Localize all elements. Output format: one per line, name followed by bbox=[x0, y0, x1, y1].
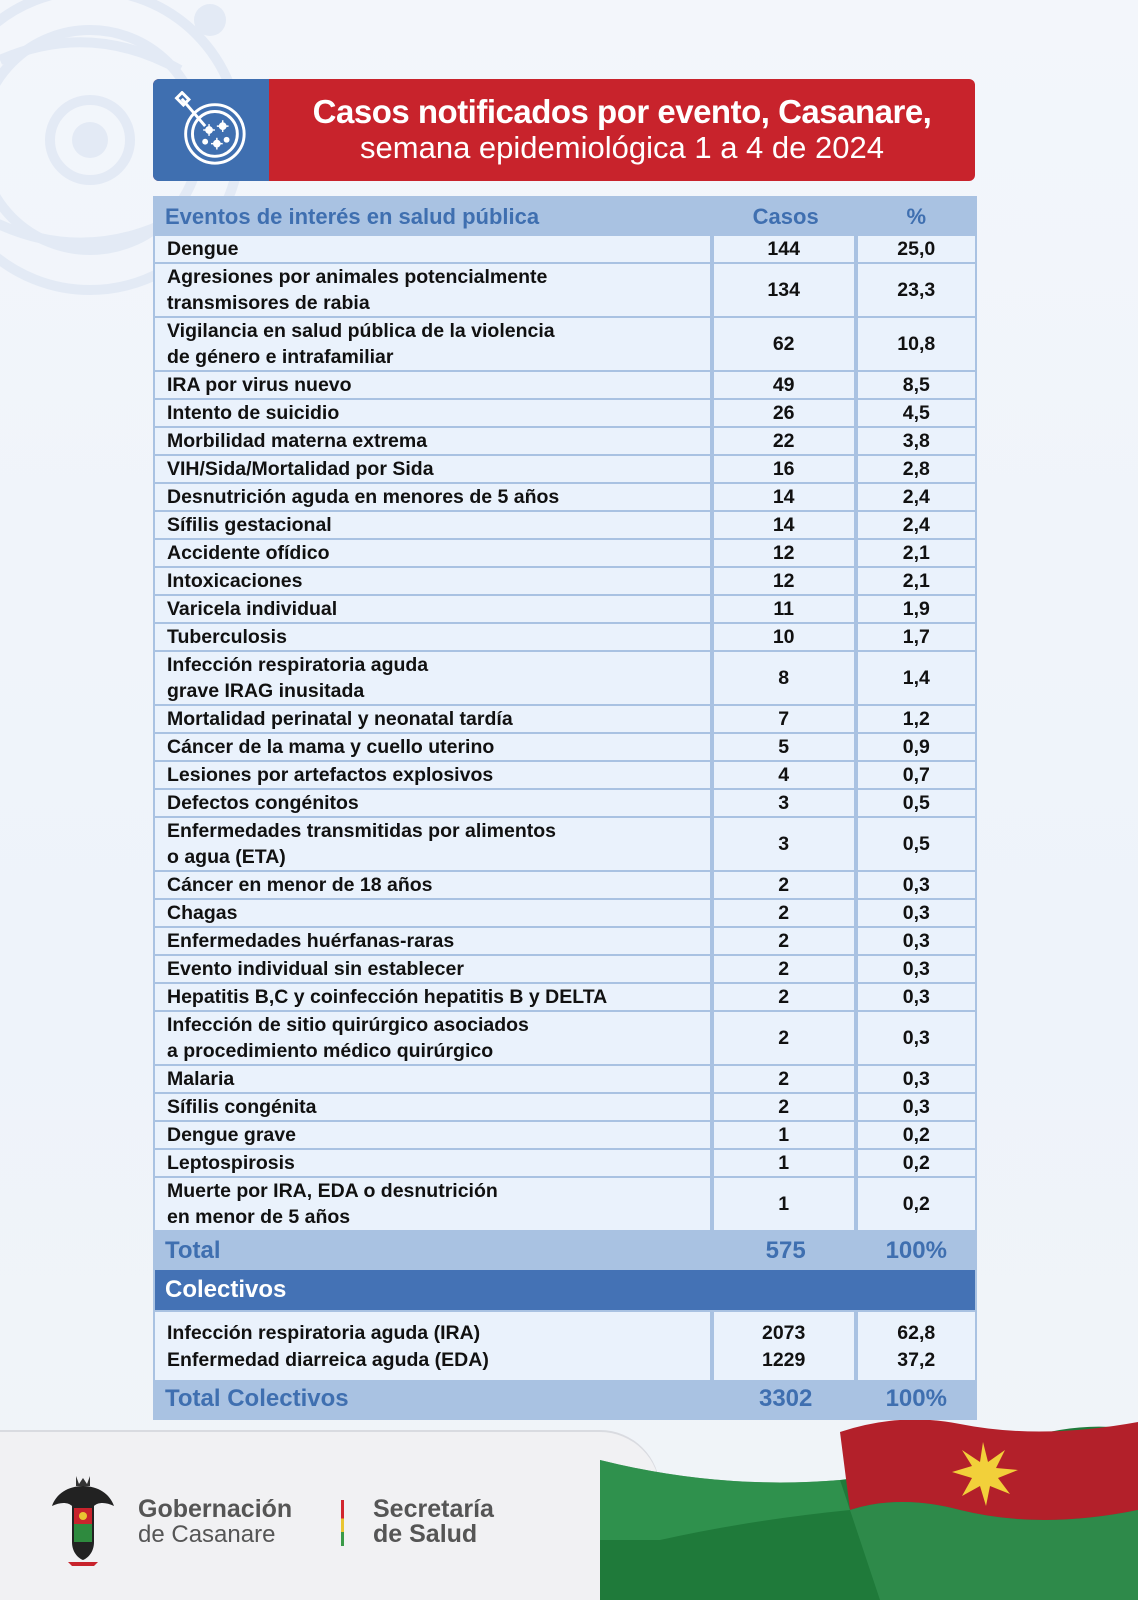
table-row bbox=[155, 734, 975, 762]
table-row bbox=[155, 956, 975, 984]
event-name bbox=[155, 372, 714, 400]
event-percent: 2,4 bbox=[858, 484, 975, 512]
event-cases: 2 bbox=[714, 900, 858, 928]
event-name bbox=[155, 872, 714, 900]
event-percent: 0,3 bbox=[858, 900, 975, 928]
title-line-1: Casos notificados por evento, Casanare, bbox=[312, 93, 932, 130]
event-percent: 0,3 bbox=[858, 984, 975, 1012]
event-percent: 0,3 bbox=[858, 956, 975, 984]
event-cases: 26 bbox=[714, 400, 858, 428]
table-row bbox=[155, 456, 975, 484]
event-cases: 12 bbox=[714, 540, 858, 568]
event-percent: 0,2 bbox=[858, 1150, 975, 1178]
event-name-line-1: Cáncer en menor de 18 años bbox=[167, 874, 433, 896]
table-row bbox=[155, 484, 975, 512]
table-row bbox=[155, 400, 975, 428]
event-name-line-1: Defectos congénitos bbox=[167, 792, 359, 814]
event-name-line-1: Vigilancia en salud pública de la violencia bbox=[167, 320, 555, 342]
event-percent: 2,8 bbox=[858, 456, 975, 484]
event-name-line-1: Tuberculosis bbox=[167, 626, 287, 648]
event-cases: 1 bbox=[714, 1178, 858, 1232]
event-name-line-2: de género e intrafamiliar bbox=[167, 346, 394, 368]
event-cases: 22 bbox=[714, 428, 858, 456]
event-percent: 1,4 bbox=[858, 652, 975, 706]
table-row bbox=[155, 706, 975, 734]
column-header-event: Eventos de interés en salud pública bbox=[155, 198, 714, 236]
event-name-line-1: Morbilidad materna extrema bbox=[167, 430, 428, 452]
event-name-line-1: Desnutrición aguda en menores de 5 años bbox=[167, 486, 560, 508]
event-name bbox=[155, 484, 714, 512]
event-percent: 0,3 bbox=[858, 1066, 975, 1094]
table-row bbox=[155, 872, 975, 900]
event-cases: 1 bbox=[714, 1150, 858, 1178]
event-cases: 3 bbox=[714, 790, 858, 818]
event-name bbox=[155, 1122, 714, 1150]
event-cases: 2 bbox=[714, 1094, 858, 1122]
event-name-line-1: Hepatitis B,C y coinfección hepatitis B y DELTA bbox=[167, 986, 608, 1008]
table-header-row bbox=[155, 198, 975, 236]
event-name bbox=[155, 1150, 714, 1178]
event-name-line-1: Evento individual sin establecer bbox=[167, 958, 464, 980]
event-name-line-2: a procedimiento médico quirúrgico bbox=[167, 1040, 494, 1062]
event-percent: 0,3 bbox=[858, 1012, 975, 1066]
event-name bbox=[155, 928, 714, 956]
event-name-line-2: grave IRAG inusitada bbox=[167, 680, 365, 702]
table-row bbox=[155, 984, 975, 1012]
event-cases: 12 bbox=[714, 568, 858, 596]
table-row bbox=[155, 1122, 975, 1150]
table-row bbox=[155, 236, 975, 264]
event-cases: 144 bbox=[714, 236, 858, 264]
total-colectivos-percent: 100% bbox=[858, 1380, 975, 1418]
colectivos-cases bbox=[714, 1312, 858, 1380]
table-row bbox=[155, 264, 975, 318]
event-cases: 1 bbox=[714, 1122, 858, 1150]
event-percent: 3,8 bbox=[858, 428, 975, 456]
event-name-line-2: en menor de 5 años bbox=[167, 1206, 351, 1228]
table-row bbox=[155, 568, 975, 596]
logo-separator bbox=[341, 1500, 344, 1546]
column-header-percent: % bbox=[858, 198, 975, 236]
event-name bbox=[155, 318, 714, 372]
event-cases: 134 bbox=[714, 264, 858, 318]
event-name bbox=[155, 1094, 714, 1122]
colectivo-label: Enfermedad diarreica aguda (EDA) bbox=[167, 1349, 489, 1371]
event-cases: 2 bbox=[714, 984, 858, 1012]
event-name-line-1: Chagas bbox=[167, 902, 238, 924]
event-percent: 2,4 bbox=[858, 512, 975, 540]
event-name bbox=[155, 624, 714, 652]
table-row bbox=[155, 512, 975, 540]
event-name-line-1: VIH/Sida/Mortalidad por Sida bbox=[167, 458, 434, 480]
event-name-line-1: Agresiones por animales potencialmente bbox=[167, 266, 548, 288]
event-name bbox=[155, 428, 714, 456]
event-name-line-1: Malaria bbox=[167, 1068, 235, 1090]
colectivo-cases: 2073 bbox=[761, 1322, 806, 1344]
event-percent: 4,5 bbox=[858, 400, 975, 428]
event-name bbox=[155, 456, 714, 484]
event-cases: 14 bbox=[714, 484, 858, 512]
event-name bbox=[155, 400, 714, 428]
title-line-2: semana epidemiológica 1 a 4 de 2024 bbox=[360, 130, 884, 165]
event-name bbox=[155, 762, 714, 790]
event-percent: 0,2 bbox=[858, 1178, 975, 1232]
event-cases: 11 bbox=[714, 596, 858, 624]
table-row bbox=[155, 1094, 975, 1122]
event-cases: 62 bbox=[714, 318, 858, 372]
colectivo-cases: 1229 bbox=[761, 1349, 806, 1371]
event-percent: 1,9 bbox=[858, 596, 975, 624]
table-row bbox=[155, 1150, 975, 1178]
colectivos-labels bbox=[155, 1312, 714, 1380]
event-cases: 2 bbox=[714, 956, 858, 984]
event-percent: 0,5 bbox=[858, 818, 975, 872]
total-colectivos-row bbox=[155, 1380, 975, 1418]
event-percent: 8,5 bbox=[858, 372, 975, 400]
event-name-line-1: Dengue grave bbox=[167, 1124, 296, 1146]
event-name-line-1: Leptospirosis bbox=[167, 1152, 295, 1174]
table-row bbox=[155, 900, 975, 928]
event-name bbox=[155, 956, 714, 984]
event-percent: 23,3 bbox=[858, 264, 975, 318]
event-name bbox=[155, 596, 714, 624]
event-percent: 0,2 bbox=[858, 1122, 975, 1150]
casanare-flag-icon bbox=[600, 1420, 1138, 1600]
total-cases: 575 bbox=[714, 1232, 858, 1270]
total-row bbox=[155, 1232, 975, 1270]
event-cases: 2 bbox=[714, 1012, 858, 1066]
table-row bbox=[155, 928, 975, 956]
colectivo-label: Infección respiratoria aguda (IRA) bbox=[167, 1322, 481, 1344]
casanare-coat-of-arms-icon bbox=[48, 1472, 118, 1568]
table-row bbox=[155, 790, 975, 818]
event-name bbox=[155, 1012, 714, 1066]
secretaria-line-1: Secretaría bbox=[373, 1495, 494, 1523]
event-cases: 10 bbox=[714, 624, 858, 652]
microscope-virus-icon bbox=[172, 91, 250, 169]
event-percent: 1,7 bbox=[858, 624, 975, 652]
event-name bbox=[155, 900, 714, 928]
event-percent: 0,3 bbox=[858, 872, 975, 900]
event-cases: 2 bbox=[714, 928, 858, 956]
event-name-line-1: Mortalidad perinatal y neonatal tardía bbox=[167, 708, 513, 730]
event-name bbox=[155, 652, 714, 706]
event-percent: 0,9 bbox=[858, 734, 975, 762]
gobernacion-line-1: Gobernación bbox=[138, 1495, 293, 1523]
event-name-line-1: Cáncer de la mama y cuello uterino bbox=[167, 736, 495, 758]
event-name-line-1: Dengue bbox=[167, 238, 239, 260]
event-percent: 0,7 bbox=[858, 762, 975, 790]
event-name-line-2: transmisores de rabia bbox=[167, 292, 370, 314]
event-cases: 16 bbox=[714, 456, 858, 484]
event-name-line-2: o agua (ETA) bbox=[167, 846, 286, 868]
colectivo-percent: 37,2 bbox=[897, 1349, 936, 1371]
event-cases: 4 bbox=[714, 762, 858, 790]
table-row bbox=[155, 762, 975, 790]
event-name-line-1: Intoxicaciones bbox=[167, 570, 303, 592]
event-name bbox=[155, 512, 714, 540]
event-name bbox=[155, 1178, 714, 1232]
event-cases: 5 bbox=[714, 734, 858, 762]
event-percent: 2,1 bbox=[858, 540, 975, 568]
colectivos-title: Colectivos bbox=[155, 1270, 975, 1312]
table-row bbox=[155, 1066, 975, 1094]
event-name-line-1: Sífilis gestacional bbox=[167, 514, 332, 536]
event-name-line-1: Varicela individual bbox=[167, 598, 338, 620]
event-name-line-1: Intento de suicidio bbox=[167, 402, 340, 424]
event-cases: 7 bbox=[714, 706, 858, 734]
event-percent: 0,3 bbox=[858, 928, 975, 956]
table-row bbox=[155, 318, 975, 372]
event-name bbox=[155, 734, 714, 762]
colectivo-percent: 62,8 bbox=[897, 1322, 936, 1344]
event-name-line-1: Lesiones por artefactos explosivos bbox=[167, 764, 494, 786]
event-name-line-1: Enfermedades huérfanas-raras bbox=[167, 930, 455, 952]
event-cases: 49 bbox=[714, 372, 858, 400]
event-percent: 2,1 bbox=[858, 568, 975, 596]
total-colectivos-label: Total Colectivos bbox=[155, 1380, 714, 1418]
event-name-line-1: Sífilis congénita bbox=[167, 1096, 317, 1118]
colectivos-header-row bbox=[155, 1270, 975, 1312]
colectivos-percent bbox=[858, 1312, 975, 1380]
event-name-line-1: Infección de sitio quirúrgico asociados bbox=[167, 1014, 529, 1036]
event-cases: 14 bbox=[714, 512, 858, 540]
total-colectivos-cases: 3302 bbox=[714, 1380, 858, 1418]
event-percent: 0,3 bbox=[858, 1094, 975, 1122]
event-percent: 10,8 bbox=[858, 318, 975, 372]
event-name bbox=[155, 568, 714, 596]
total-label: Total bbox=[155, 1232, 714, 1270]
event-percent: 1,2 bbox=[858, 706, 975, 734]
event-name-line-1: Infección respiratoria aguda bbox=[167, 654, 429, 676]
event-name-line-1: IRA por virus nuevo bbox=[167, 374, 352, 396]
title-banner bbox=[153, 79, 975, 181]
event-cases: 8 bbox=[714, 652, 858, 706]
title-text bbox=[269, 79, 975, 181]
event-name-line-1: Accidente ofídico bbox=[167, 542, 330, 564]
event-name bbox=[155, 984, 714, 1012]
event-name bbox=[155, 236, 714, 264]
event-name bbox=[155, 790, 714, 818]
gobernacion-logo-text bbox=[138, 1497, 292, 1547]
event-name-line-1: Muerte por IRA, EDA o desnutrición bbox=[167, 1180, 498, 1202]
event-cases: 3 bbox=[714, 818, 858, 872]
secretaria-line-2: de Salud bbox=[373, 1520, 478, 1548]
table-row bbox=[155, 428, 975, 456]
event-name bbox=[155, 1066, 714, 1094]
event-name bbox=[155, 540, 714, 568]
table-row bbox=[155, 1012, 975, 1066]
table-row bbox=[155, 596, 975, 624]
event-name bbox=[155, 264, 714, 318]
column-header-cases: Casos bbox=[714, 198, 858, 236]
event-percent: 25,0 bbox=[858, 236, 975, 264]
event-cases: 2 bbox=[714, 872, 858, 900]
table-row bbox=[155, 540, 975, 568]
table-row bbox=[155, 1178, 975, 1232]
table-row bbox=[155, 652, 975, 706]
event-name bbox=[155, 706, 714, 734]
table-row bbox=[155, 372, 975, 400]
total-percent: 100% bbox=[858, 1232, 975, 1270]
event-cases: 2 bbox=[714, 1066, 858, 1094]
secretaria-logo-text bbox=[373, 1497, 494, 1547]
title-icon-box bbox=[153, 79, 269, 181]
colectivos-row bbox=[155, 1312, 975, 1380]
cases-table bbox=[153, 196, 977, 1420]
event-percent: 0,5 bbox=[858, 790, 975, 818]
table-row bbox=[155, 624, 975, 652]
event-name-line-1: Enfermedades transmitidas por alimentos bbox=[167, 820, 557, 842]
table-row bbox=[155, 818, 975, 872]
event-name bbox=[155, 818, 714, 872]
gobernacion-line-2: de Casanare bbox=[138, 1521, 276, 1548]
